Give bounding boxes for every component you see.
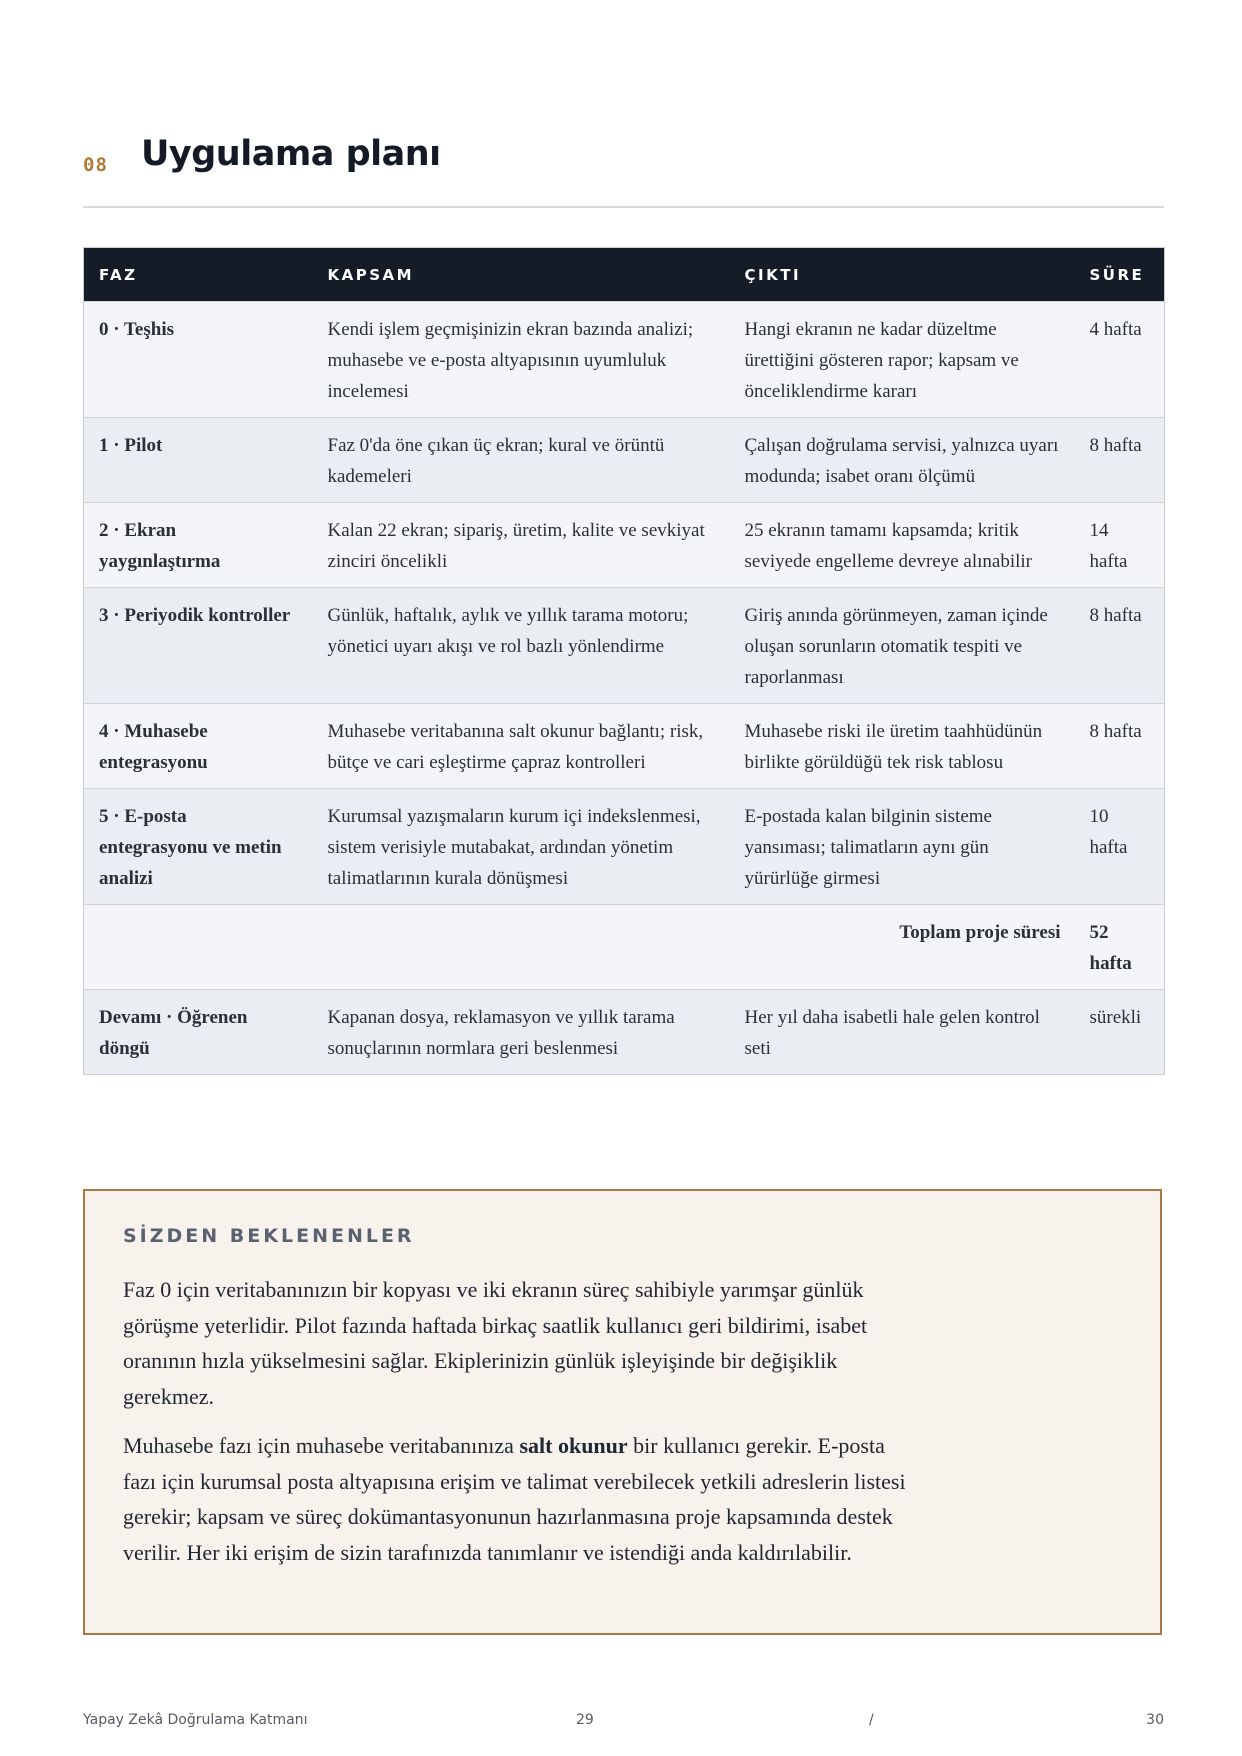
phase-cell: 0 · Teşhis (84, 302, 313, 418)
phase-cell: Devamı · Öğrenen döngü (84, 990, 313, 1075)
callout-title: SİZDEN BEKLENENLER (123, 1225, 415, 1247)
scope-cell: Muhasebe veritabanına salt okunur bağlantı; risk, bütçe ve cari eşleştirme çapraz kontrolleri (313, 704, 730, 789)
scope-cell: Kendi işlem geçmişinizin ekran bazında analizi; muhasebe ve e-posta altyapısının uyumluluk incelemesi (313, 302, 730, 418)
page (83, 0, 1164, 1756)
scope-cell: Faz 0'da öne çıkan üç ekran; kural ve örüntü kademeleri (313, 418, 730, 503)
table-row (84, 704, 1165, 789)
section-number: 08 (83, 154, 108, 176)
phase-cell: 2 · Ekran yaygınlaştırma (84, 503, 313, 588)
callout-text: bir kullanıcı gerekir. E-posta fazı için kurumsal posta altyapısına erişim ve talimat verebilecek yetkili adreslerin listesi gerekir; kapsam ve süreç dokümantasyonunun hazırlanmasına proje kapsamında destek verilir. Her iki erişim de sizin tarafınızda tanımlanır ve istendiği anda kaldırılabilir. (123, 1433, 906, 1565)
output-cell: Giriş anında görünmeyen, zaman içinde oluşan sorunların otomatik tespiti ve raporlanması (730, 588, 1075, 704)
header-duration: SÜRE (1075, 248, 1165, 302)
header-scope: KAPSAM (313, 248, 730, 302)
phase-cell: 1 · Pilot (84, 418, 313, 503)
duration-cell: 8 hafta (1075, 588, 1165, 704)
callout-paragraph-2 (123, 1428, 923, 1570)
duration-cell: 14 hafta (1075, 503, 1165, 588)
expectations-callout (83, 1189, 1162, 1635)
scope-cell: Kurumsal yazışmaların kurum içi indekslenmesi, sistem verisiyle mutabakat, ardından yönetim talimatlarının kurala dönüşmesi (313, 789, 730, 905)
table-header (84, 248, 1165, 302)
footer-separator: / (869, 1712, 874, 1728)
callout-emphasis: salt okunur (519, 1433, 628, 1458)
header-phase: FAZ (84, 248, 313, 302)
duration-cell: 4 hafta (1075, 302, 1165, 418)
total-duration: 52 hafta (1075, 905, 1165, 990)
phase-cell: 5 · E-posta entegrasyonu ve metin analizi (84, 789, 313, 905)
table-row (84, 302, 1165, 418)
duration-cell: 10 hafta (1075, 789, 1165, 905)
output-cell: Muhasebe riski ile üretim taahhüdünün birlikte görüldüğü tek risk tablosu (730, 704, 1075, 789)
footer-page-number: 29 (576, 1712, 594, 1728)
scope-cell: Günlük, haftalık, aylık ve yıllık tarama motoru; yönetici uyarı akışı ve rol bazlı yönlendirme (313, 588, 730, 704)
implementation-plan-table (83, 247, 1165, 1075)
scope-cell: Kalan 22 ekran; sipariş, üretim, kalite ve sevkiyat zinciri öncelikli (313, 503, 730, 588)
duration-cell: 8 hafta (1075, 704, 1165, 789)
header-output: ÇIKTI (730, 248, 1075, 302)
table-row (84, 588, 1165, 704)
duration-cell: 8 hafta (1075, 418, 1165, 503)
output-cell: 25 ekranın tamamı kapsamda; kritik seviyede engelleme devreye alınabilir (730, 503, 1075, 588)
scope-cell: Kapanan dosya, reklamasyon ve yıllık tarama sonuçlarının normlara geri beslenmesi (313, 990, 730, 1075)
callout-text: Muhasebe fazı için muhasebe veritabanınıza (123, 1433, 520, 1458)
phase-cell: 3 · Periyodik kontroller (84, 588, 313, 704)
output-cell: Her yıl daha isabetli hale gelen kontrol seti (730, 990, 1075, 1075)
section-title: Uygulama planı (141, 134, 441, 174)
output-cell: Çalışan doğrulama servisi, yalnızca uyarı modunda; isabet oranı ölçümü (730, 418, 1075, 503)
table-row (84, 789, 1165, 905)
footer-total-pages: 30 (1146, 1712, 1164, 1728)
table-row (84, 503, 1165, 588)
output-cell: Hangi ekranın ne kadar düzeltme ürettiğini gösteren rapor; kapsam ve önceliklendirme kararı (730, 302, 1075, 418)
section-header (83, 134, 1164, 208)
table-row (84, 418, 1165, 503)
total-label: Toplam proje süresi (84, 905, 1075, 990)
phase-cell: 4 · Muhasebe entegrasyonu (84, 704, 313, 789)
callout-paragraph-1: Faz 0 için veritabanınızın bir kopyası ve iki ekranın süreç sahibiyle yarımşar günlük görüşme yeterlidir. Pilot fazında haftada birkaç saatlik kullanıcı geri bildirimi, isabet oranının hızla yükselmesini sağlar. Ekiplerinizin günlük işleyişinde bir değişiklik gerekmez. (123, 1277, 868, 1409)
continuation-row (84, 990, 1165, 1075)
duration-cell: sürekli (1075, 990, 1165, 1075)
page-footer (83, 1712, 1164, 1736)
output-cell: E-postada kalan bilginin sisteme yansıması; talimatların aynı gün yürürlüğe girmesi (730, 789, 1075, 905)
total-row (84, 905, 1165, 990)
footer-document-title: Yapay Zekâ Doğrulama Katmanı (83, 1712, 308, 1728)
